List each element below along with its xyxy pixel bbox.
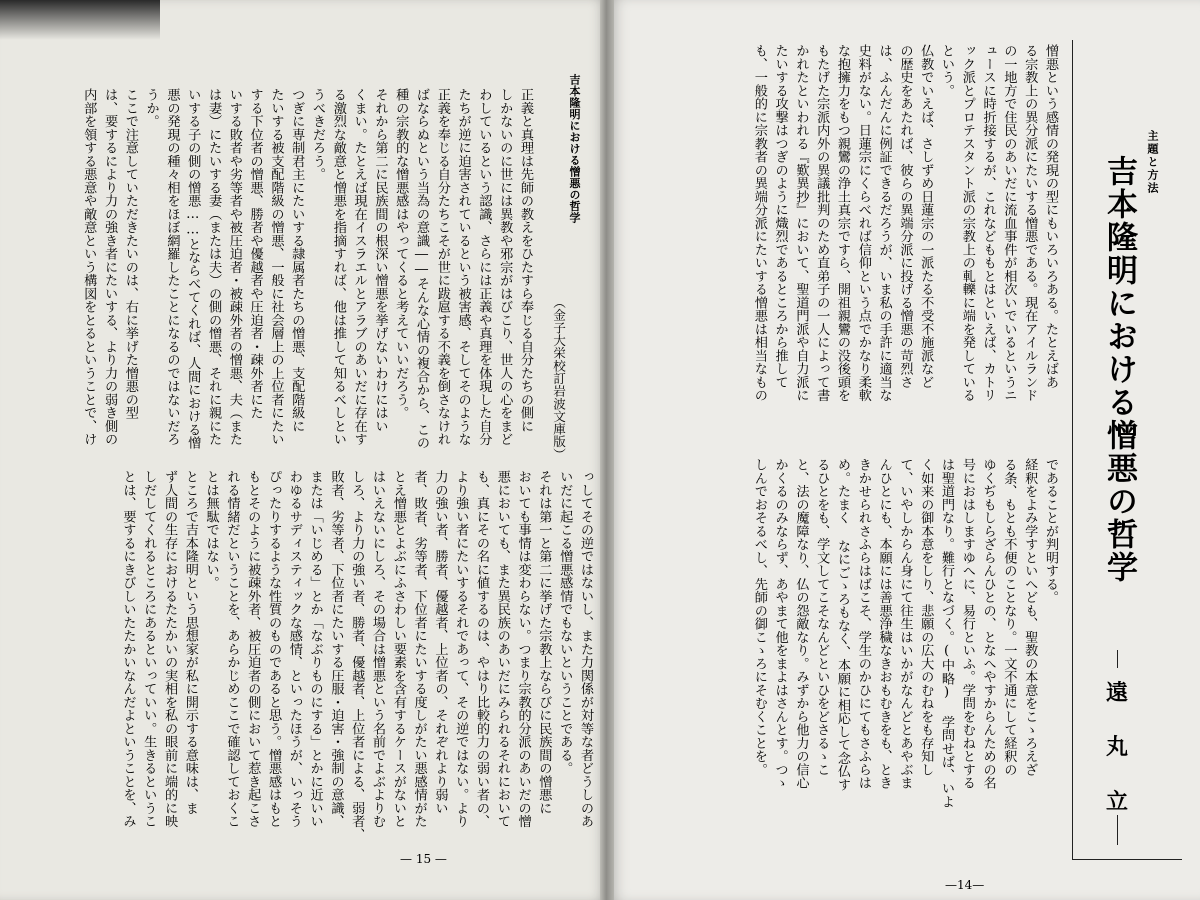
running-head: 吉本隆明における憎悪の哲学 [568,74,581,224]
series-label: 主題と方法 [1146,130,1159,195]
author-rule-top [1117,650,1118,668]
text-line: たいする被支配階級の憎悪、一般に社会層上の上位者にたい [268,88,284,446]
text-line: うべきだろう。 [310,88,326,181]
left-page-bottom-text [95,470,595,860]
text-line: て、いやしからん身にて往生はいかがなんどとあやぶま [897,458,913,790]
text-line: る宗教上の異分派にたいする憎悪である。現在アイルランド [1022,44,1038,402]
right-page-bottom-text [730,458,1060,863]
text-line: の歴史をあたれば、彼らの異端分派に投げる憎悪の苛烈さ [897,44,913,389]
text-line: とは、要するにきびしいたたかいなんだよということを、み [120,470,136,828]
text-line: 力の強い者、勝者、優越者、上位者の、それぞれより弱い [432,470,448,815]
text-line: かくるのみならず、あやまて他をまよはさんとす。つゝ [772,458,788,790]
page-number-right-value: 14 [957,878,973,892]
scan-shadow [0,0,160,40]
text-line: は妻）にたいする妻（または夫）の側の憎悪、それに親にた [206,88,222,446]
text-line: もとそのように被疎外者、被圧迫者の側において惹き起こさ [245,470,261,828]
text-line: る激烈な敵意と憎悪を指摘すれば、他は推して知るべしとい [330,88,346,446]
text-line: の一地方で住民のあいだに流血事件が相次いでいるというニ [1001,44,1017,402]
page-number-left-value: 15 [415,852,432,866]
text-line: ず人間の生存におけるたたかいの実相を私の眼前に端的に映 [162,470,178,828]
text-line: わしているという認識、さらには正義や真理を体現した自分 [476,88,492,446]
text-line: という。 [939,44,955,97]
article-title: 吉本隆明における憎悪の哲学 [1101,155,1137,584]
text-line: 仏教でいえば、さしずめ日蓮宗の一派たる不受不施派など [918,44,934,389]
author-char-3: 立 [1106,789,1129,815]
text-line: わゆるサディスティックな感情、といったほうが、いっそう [286,470,302,828]
text-line: しかないのに世には異教や邪宗がはびこり、世人の心をまど [497,88,513,446]
text-line: ゆくぢもしらざらんひとの、となへやすからんための名 [980,458,996,790]
text-line: め。たまく なにごゝろもなく、本願に相応して念仏す [835,458,851,792]
text-line: しろ、より力の強い者、勝者、優越者、上位者による、弱者、 [349,470,365,841]
text-line: な抱擁力をもつ親鸞の浄土真宗ですら、開祖親鸞の没後頭を [835,44,851,402]
text-line: 史料がない。日蓮宗にくらべれば信仰という点でかなり柔軟 [855,44,871,402]
text-line: それから第二に民族間の根深い憎悪を挙げないわけにはい [372,88,388,433]
text-line: おいても事情は変わらない。つまり宗教的分派のあいだの憎 [515,470,531,828]
text-line: は、要するにより力の強き者にたいする、より力の弱き側の [102,88,118,446]
text-line: 経釈をよみ学すといへども、聖教の本意をこゝろえざ [1022,458,1038,776]
text-line: はいえないにしろ、その場合は憎悪という名前でよぶよりむ [370,470,386,828]
text-line: ばならぬという当為の意識――そんな心情の複合から、この [414,88,430,450]
text-line: または「いじめる」とか「なぶりものにする」とかに近いい [307,470,323,828]
text-line: たちが逆に迫害されているという被害感、そしてそのような [455,88,471,446]
page-number-left: — 15 — [400,852,447,866]
text-line: きかせられさふらはばこそ、学生のかひにてもさふらは [855,458,871,790]
left-page-top-text [81,88,535,463]
text-line: るひとをも、学文してこそなんどといひをどさるゝこ [814,458,830,776]
text-line: ところで吉本隆明という思想家が私に開示する意味は、ま [182,470,198,815]
text-line: くまい。たとえば現在イスラエルとアラブのあいだに存在す [351,88,367,446]
text-line: 正義と真理は先師の教えをひたすら奉じる自分たちの側に [518,88,533,433]
text-line: 正義を奉じる自分たちこそが世に跋扈する不義を倒さなけれ [434,88,450,446]
text-line: であることが判明する。 [1043,458,1058,604]
text-line: んひとにも、本願には善悪浄穢なきおもむきをも、とき [876,458,892,790]
text-line: 内部を領する悪意や敵意という構図をとるということで、け [81,88,97,446]
text-line: いだに起こる憎悪感情でもないということである。 [557,470,573,775]
text-line: れる情緒だということを、あらかじめここで確認しておくこ [224,470,240,828]
text-line: もたげた宗派内外の異議批判のため直弟子の一人によって書 [814,44,830,402]
text-line: しだしてくれるところにあるといっていい。生きるというこ [141,470,157,828]
author-rule-bottom [1117,815,1118,845]
text-line: しんでおそるべし、先師の御こゝろにそむくことを。 [751,458,767,776]
text-line: つぎに専制君主にたいする隷属者たちの憎悪、支配階級に [289,88,305,433]
text-line: より強い者にたいするそれであって、その逆ではない。より [453,470,469,828]
text-line: 悪の発現の種々相をほぼ網羅したことになるのではないだろ [164,88,180,446]
text-line: 敗者、劣等者、下位者にたいする圧服・迫害・強制の意識、 [328,470,344,828]
text-line: それは第一と第二に挙げた宗教上ならびに民族間の憎悪に [536,470,552,815]
text-line: も、一般的に宗教者の異端分派にたいする憎悪は相当なもの [751,44,767,402]
text-line: は聖道門なり。難行となづく。(中略) 学問せば、いよ [939,458,955,808]
right-page-top-text [730,44,1060,439]
text-line: 憎悪という感情の発現の型にもいろいろある。たとえばあ [1043,44,1058,389]
text-line: と、法の魔障なり、仏の怨敵なり。みずから他力の信心 [793,458,809,790]
text-line: く如来の御本意をしり、悲願の広大のむねをも存知し [918,458,934,776]
text-line: る条、もとも不便のことなり。一文不通にして経釈の [1001,458,1017,776]
text-line: いする子の側の憎悪……とならべてくれば、人間における憎 [185,88,201,450]
text-line: 者、敗者、劣等者、下位者にたいする度しがたい悪感情がた [411,470,427,828]
text-line: 号におはしますゆへに、易行といふ。学問をむねとする [959,458,975,790]
text-line: 種の宗教的な憎悪感はやってくると考えていいだろう。 [393,88,409,420]
author-char-2: 丸 [1106,734,1129,760]
text-line: ここで注意していただきたいのは、右に挙げた憎悪の型 [122,88,138,420]
text-line: たいする攻撃はつぎのように熾烈であるところから推して [772,44,788,389]
text-line: 悪においても、また異民族のあいだにみられるそれにおいて [494,470,510,828]
page-number-right: —14— [945,878,985,892]
text-line: も、真にその名に値するのは、やはり比較的力の弱い者の、 [474,470,490,828]
text-line: とえ憎悪とよぶにふさわしい要素を含有するケースがないと [390,470,406,828]
book-gutter [600,0,614,900]
author-char-1: 遠 [1106,680,1129,706]
text-line: ック派とプロテスタント派の宗教上の軋轢に端を発している [959,44,975,402]
text-line: とは無駄ではない。 [203,470,219,590]
text-line: うか。 [143,88,159,128]
text-line: ュースに時折接するが、これなどももとはといえば、カトリ [980,44,996,402]
text-line: は、ふんだんに例証できるだろうが、いま私の手許に適当な [876,44,892,402]
text-line: ぴったりするような性質のものであると思う。憎悪感はもと [266,470,282,828]
text-line: する下位者の憎悪、勝者や優越者や圧迫者・疎外者にた [247,88,263,420]
citation-visible: （金子大栄校訂岩波文庫版） [551,296,566,461]
text-line: いする敗者や劣等者や被圧迫者・被疎外者の憎悪、夫（また [226,88,242,446]
text-line: かれたといわれる『歎異抄』において、聖道門派や自力派に [793,44,809,402]
text-line: っしてその逆ではないし、また力関係が対等な者どうしのあ [578,470,593,828]
